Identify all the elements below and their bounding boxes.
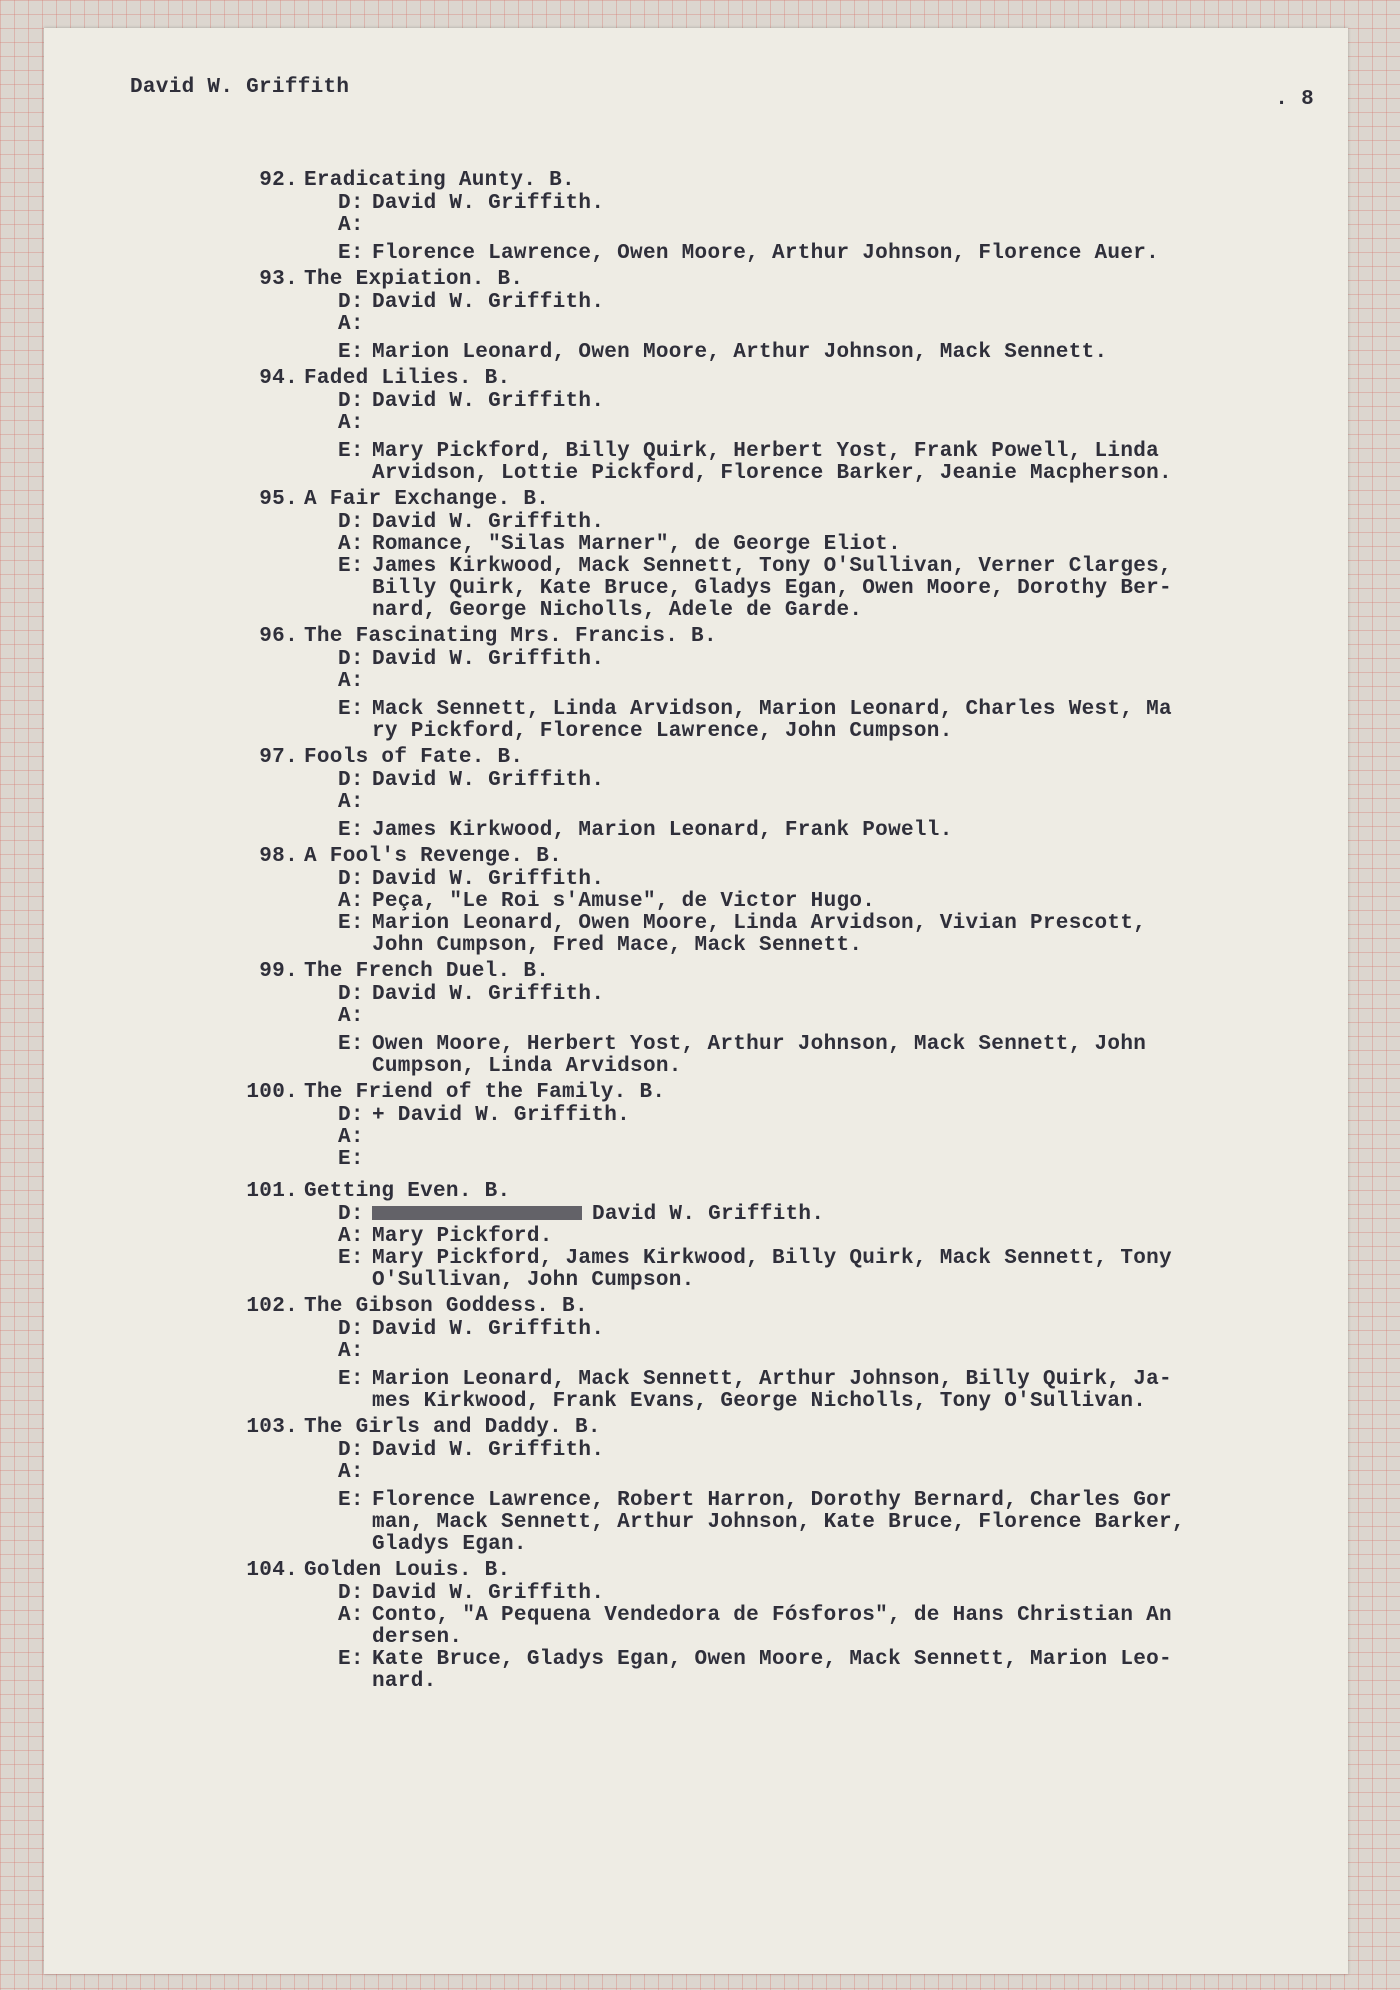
- cast-line-cont: man, Mack Sennett, Arthur Johnson, Kate Bruce, Florence Barker,: [372, 1511, 1185, 1534]
- entry-number: 98.: [259, 845, 298, 868]
- director-line: D: David W. Griffith.: [338, 868, 605, 891]
- source-line: A: Mary Pickford.: [338, 1225, 553, 1248]
- document-page: [44, 28, 1348, 1974]
- cast-line-cont: O'Sullivan, John Cumpson.: [372, 1269, 695, 1292]
- director-line: D: David W. Griffith.: [338, 1318, 605, 1341]
- cast-line-cont: Cumpson, Linda Arvidson.: [372, 1055, 682, 1078]
- cast-line: E: Florence Lawrence, Robert Harron, Dorothy Bernard, Charles Gor: [338, 1489, 1172, 1512]
- film-entry: [214, 487, 1338, 622]
- film-entry: [214, 366, 1338, 485]
- director-line: D: David W. Griffith.: [338, 769, 605, 792]
- author-header: David W. Griffith: [130, 76, 350, 99]
- cast-line: E: James Kirkwood, Mack Sennett, Tony O'Sullivan, Verner Clarges,: [338, 555, 1172, 578]
- film-title: The Girls and Daddy. B.: [304, 1416, 601, 1439]
- source-line: A: Conto, "A Pequena Vendedora de Fósforos", de Hans Christian An: [338, 1604, 1172, 1627]
- struck-out-text: [372, 1206, 582, 1220]
- director-line: D: David W. Griffith.: [338, 1582, 605, 1605]
- film-entry: [214, 168, 1338, 265]
- director-line: D: David W. Griffith.: [338, 511, 605, 534]
- entry-number: 103.: [246, 1416, 298, 1439]
- source-line: A: Romance, "Silas Marner", de George Eliot.: [338, 533, 901, 556]
- director-line: D: David W. Griffith.: [338, 648, 605, 671]
- cast-line: E: Marion Leonard, Owen Moore, Linda Arvidson, Vivian Prescott,: [338, 912, 1147, 935]
- film-entry: [214, 1179, 1338, 1292]
- film-title: Golden Louis. B.: [304, 1559, 511, 1582]
- cast-line: E: Mary Pickford, Billy Quirk, Herbert Yost, Frank Powell, Linda: [338, 440, 1160, 463]
- director-line: D: David W. Griffith.: [338, 192, 605, 215]
- director-line: D: David W. Griffith.: [338, 983, 605, 1006]
- source-line: A:: [338, 313, 364, 336]
- film-title: Eradicating Aunty. B.: [304, 169, 575, 192]
- cast-line: E: Mary Pickford, James Kirkwood, Billy Quirk, Mack Sennett, Tony: [338, 1247, 1172, 1270]
- entry-number: 92.: [259, 169, 298, 192]
- film-title: The Fascinating Mrs. Francis. B.: [304, 625, 717, 648]
- source-line: A:: [338, 1126, 364, 1149]
- film-entry: [214, 1558, 1338, 1693]
- cast-line-cont: nard.: [372, 1670, 437, 1693]
- entry-number: 99.: [259, 960, 298, 983]
- cast-line-cont: John Cumpson, Fred Mace, Mack Sennett.: [372, 934, 863, 957]
- source-line: A:: [338, 791, 364, 814]
- film-title: Getting Even. B.: [304, 1180, 511, 1203]
- source-line: A:: [338, 1340, 364, 1363]
- cast-line-cont: Arvidson, Lottie Pickford, Florence Barker, Jeanie Macpherson.: [372, 462, 1172, 485]
- film-entry: [214, 1294, 1338, 1413]
- film-title: The French Duel. B.: [304, 960, 550, 983]
- entry-number: 104.: [246, 1559, 298, 1582]
- director-line: D: David W. Griffith.: [338, 291, 605, 314]
- source-line: A: Peça, "Le Roi s'Amuse", de Victor Hugo.: [338, 890, 876, 913]
- cast-line-cont: ry Pickford, Florence Lawrence, John Cumpson.: [372, 720, 953, 743]
- cast-line: E: James Kirkwood, Marion Leonard, Frank Powell.: [338, 819, 953, 842]
- film-entry: [214, 745, 1338, 842]
- cast-line: E: Mack Sennett, Linda Arvidson, Marion Leonard, Charles West, Ma: [338, 698, 1172, 721]
- filmography-list: [214, 168, 1338, 1695]
- source-line: A:: [338, 1005, 364, 1028]
- source-line-cont: dersen.: [372, 1626, 463, 1649]
- entry-number: 95.: [259, 488, 298, 511]
- cast-line: E: Marion Leonard, Mack Sennett, Arthur Johnson, Billy Quirk, Ja-: [338, 1368, 1172, 1391]
- cast-line-cont: Billy Quirk, Kate Bruce, Gladys Egan, Owen Moore, Dorothy Ber-: [372, 577, 1172, 600]
- film-title: The Expiation. B.: [304, 268, 524, 291]
- source-line: A:: [338, 412, 364, 435]
- cast-line: E: Owen Moore, Herbert Yost, Arthur Johnson, Mack Sennett, John: [338, 1033, 1147, 1056]
- entry-number: 96.: [259, 625, 298, 648]
- cast-line-cont: nard, George Nicholls, Adele de Garde.: [372, 599, 863, 622]
- cast-line: E: Kate Bruce, Gladys Egan, Owen Moore, Mack Sennett, Marion Leo-: [338, 1648, 1172, 1671]
- director-line: D: + David W. Griffith.: [338, 1104, 631, 1127]
- entry-number: 97.: [259, 746, 298, 769]
- entry-number: 94.: [259, 367, 298, 390]
- film-entry: [214, 1080, 1338, 1171]
- entry-number: 100.: [246, 1081, 298, 1104]
- cast-line-cont: Gladys Egan.: [372, 1533, 527, 1556]
- film-title: Fools of Fate. B.: [304, 746, 524, 769]
- cast-line: E: Marion Leonard, Owen Moore, Arthur Johnson, Mack Sennett.: [338, 341, 1108, 364]
- entry-number: 101.: [246, 1180, 298, 1203]
- film-entry: [214, 959, 1338, 1078]
- film-title: The Friend of the Family. B.: [304, 1081, 666, 1104]
- film-entry: [214, 844, 1338, 957]
- source-line: A:: [338, 670, 364, 693]
- film-title: The Gibson Goddess. B.: [304, 1295, 588, 1318]
- director-line: D: David W. Griffith.: [338, 1203, 825, 1226]
- entry-number: 93.: [259, 268, 298, 291]
- director-line: D: David W. Griffith.: [338, 390, 605, 413]
- film-title: Faded Lilies. B.: [304, 367, 511, 390]
- source-line: A:: [338, 1461, 364, 1484]
- film-entry: [214, 267, 1338, 364]
- film-entry: [214, 1415, 1338, 1556]
- film-entry: [214, 624, 1338, 743]
- page-number: . 8: [1275, 88, 1314, 111]
- cast-line: E: Florence Lawrence, Owen Moore, Arthur Johnson, Florence Auer.: [338, 242, 1160, 265]
- film-title: A Fool's Revenge. B.: [304, 845, 563, 868]
- film-title: A Fair Exchange. B.: [304, 488, 550, 511]
- cast-line-cont: mes Kirkwood, Frank Evans, George Nicholls, Tony O'Sullivan.: [372, 1390, 1147, 1413]
- cast-line: E:: [338, 1148, 364, 1171]
- source-line: A:: [338, 214, 364, 237]
- director-line: D: David W. Griffith.: [338, 1439, 605, 1462]
- entry-number: 102.: [246, 1295, 298, 1318]
